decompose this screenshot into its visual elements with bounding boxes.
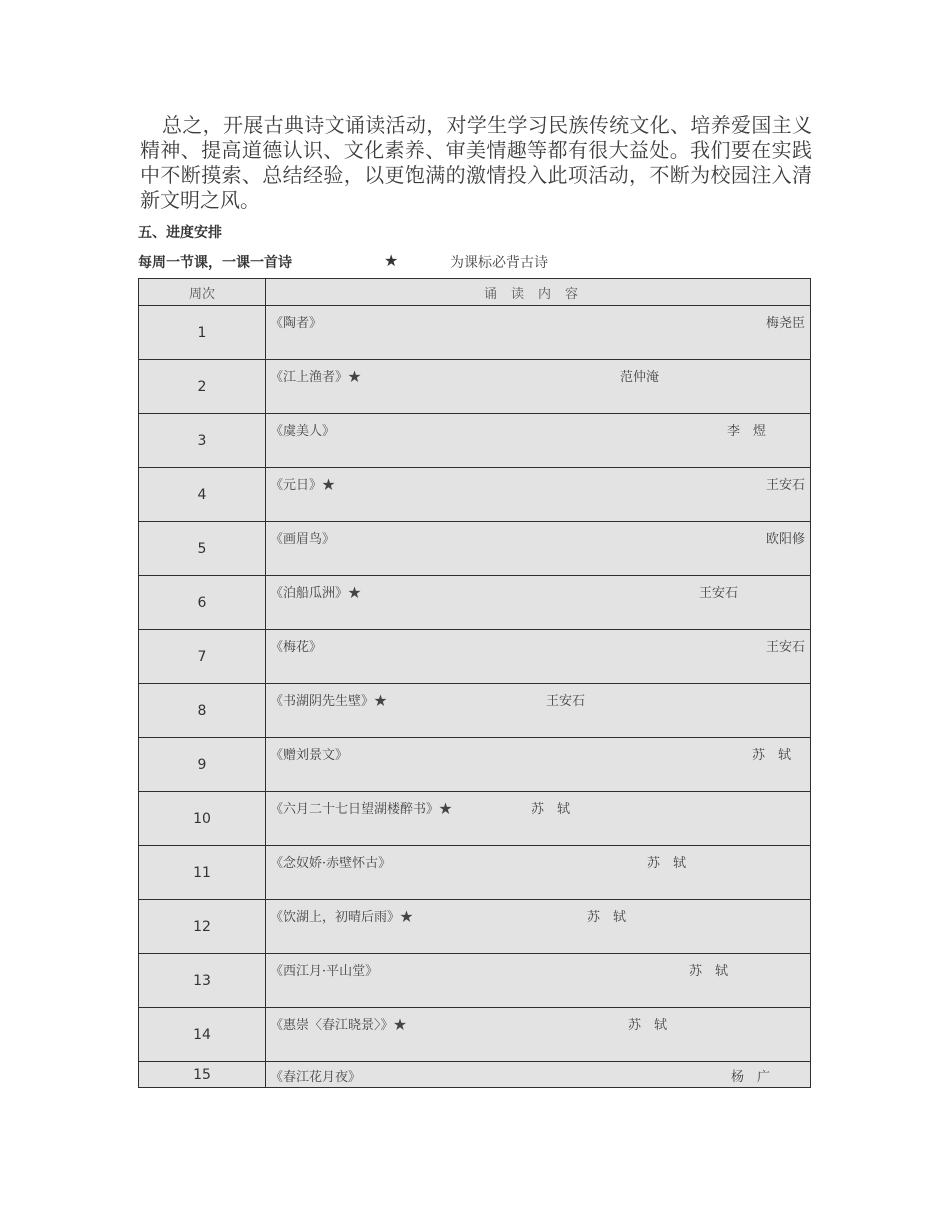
poem-author: 王安石 <box>766 478 806 493</box>
table-row <box>139 1008 811 1062</box>
table-row <box>139 576 811 630</box>
poem-title: 《画眉鸟》 <box>270 532 336 547</box>
table-row <box>139 954 811 1008</box>
table-row <box>139 360 811 414</box>
poem-author: 苏 轼 <box>628 1018 668 1033</box>
week-number: 15 <box>139 1062 266 1088</box>
table-row <box>139 846 811 900</box>
poem-title: 《赠刘景文》 <box>270 748 349 763</box>
table-row <box>139 684 811 738</box>
poem-title: 《春江花月夜》 <box>270 1070 362 1085</box>
poem-author: 苏 轼 <box>647 856 687 871</box>
poem-author: 苏 轼 <box>689 964 729 979</box>
schedule-note: 每周一节课，一课一首诗 <box>138 255 292 271</box>
schedule-table <box>138 278 811 1088</box>
week-number: 2 <box>139 360 266 414</box>
week-number: 9 <box>139 738 266 792</box>
week-number: 13 <box>139 954 266 1008</box>
week-number: 8 <box>139 684 266 738</box>
poem-author: 苏 轼 <box>587 910 627 925</box>
poem-author: 李 煜 <box>727 424 767 439</box>
star-icon: ★ <box>384 251 399 270</box>
week-number: 1 <box>139 306 266 360</box>
poem-title: 《虞美人》 <box>270 424 336 439</box>
poem-author: 苏 轼 <box>752 748 792 763</box>
table-row <box>139 522 811 576</box>
poem-title: 《梅花》 <box>270 640 323 655</box>
week-number: 11 <box>139 846 266 900</box>
poem-title: 《西江月·平山堂》 <box>270 964 379 979</box>
poem-title: 《饮湖上，初晴后雨》★ <box>270 910 414 925</box>
poem-author: 欧阳修 <box>766 532 806 547</box>
poem-author: 范仲淹 <box>620 370 660 385</box>
star-legend: 为课标必背古诗 <box>450 255 548 271</box>
header-content: 诵读内容 <box>266 279 811 306</box>
poem-author: 苏 轼 <box>531 802 571 817</box>
poem-author: 杨 广 <box>731 1070 771 1085</box>
week-number: 14 <box>139 1008 266 1062</box>
poem-author: 梅尧臣 <box>766 316 806 331</box>
table-header-row <box>139 279 811 306</box>
week-number: 6 <box>139 576 266 630</box>
poem-title: 《元日》★ <box>270 478 336 493</box>
week-number: 10 <box>139 792 266 846</box>
table-row <box>139 630 811 684</box>
schedule-note-row <box>138 252 818 276</box>
table-row <box>139 1062 811 1088</box>
header-week: 周次 <box>139 279 266 306</box>
week-number: 3 <box>139 414 266 468</box>
week-number: 7 <box>139 630 266 684</box>
section-title: 五、进度安排 <box>138 225 222 241</box>
week-number: 4 <box>139 468 266 522</box>
poem-title: 《六月二十七日望湖楼醉书》★ <box>270 802 453 817</box>
poem-title: 《泊船瓜洲》★ <box>270 586 362 601</box>
table-row <box>139 738 811 792</box>
table-row <box>139 900 811 954</box>
table-row <box>139 792 811 846</box>
intro-paragraph: 总之，开展古典诗文诵读活动，对学生学习民族传统文化、培养爱国主义精神、提高道德认识、文化素养、审美情趣等都有很大益处。我们要在实践中不断摸索、总结经验，以更饱满的激情投入此项活动，不断为校园注入清新文明之风。 <box>140 113 812 212</box>
poem-title: 《念奴娇·赤壁怀古》 <box>270 856 392 871</box>
table-row <box>139 414 811 468</box>
poem-title: 《江上渔者》★ <box>270 370 362 385</box>
poem-title: 《书湖阴先生壁》★ <box>270 694 388 709</box>
poem-title: 《惠崇〈春江晓景〉》★ <box>270 1018 407 1033</box>
poem-author: 王安石 <box>699 586 739 601</box>
poem-author: 王安石 <box>766 640 806 655</box>
poem-author: 王安石 <box>546 694 586 709</box>
week-number: 5 <box>139 522 266 576</box>
week-number: 12 <box>139 900 266 954</box>
table-row <box>139 468 811 522</box>
poem-title: 《陶者》 <box>270 316 323 331</box>
table-row <box>139 306 811 360</box>
